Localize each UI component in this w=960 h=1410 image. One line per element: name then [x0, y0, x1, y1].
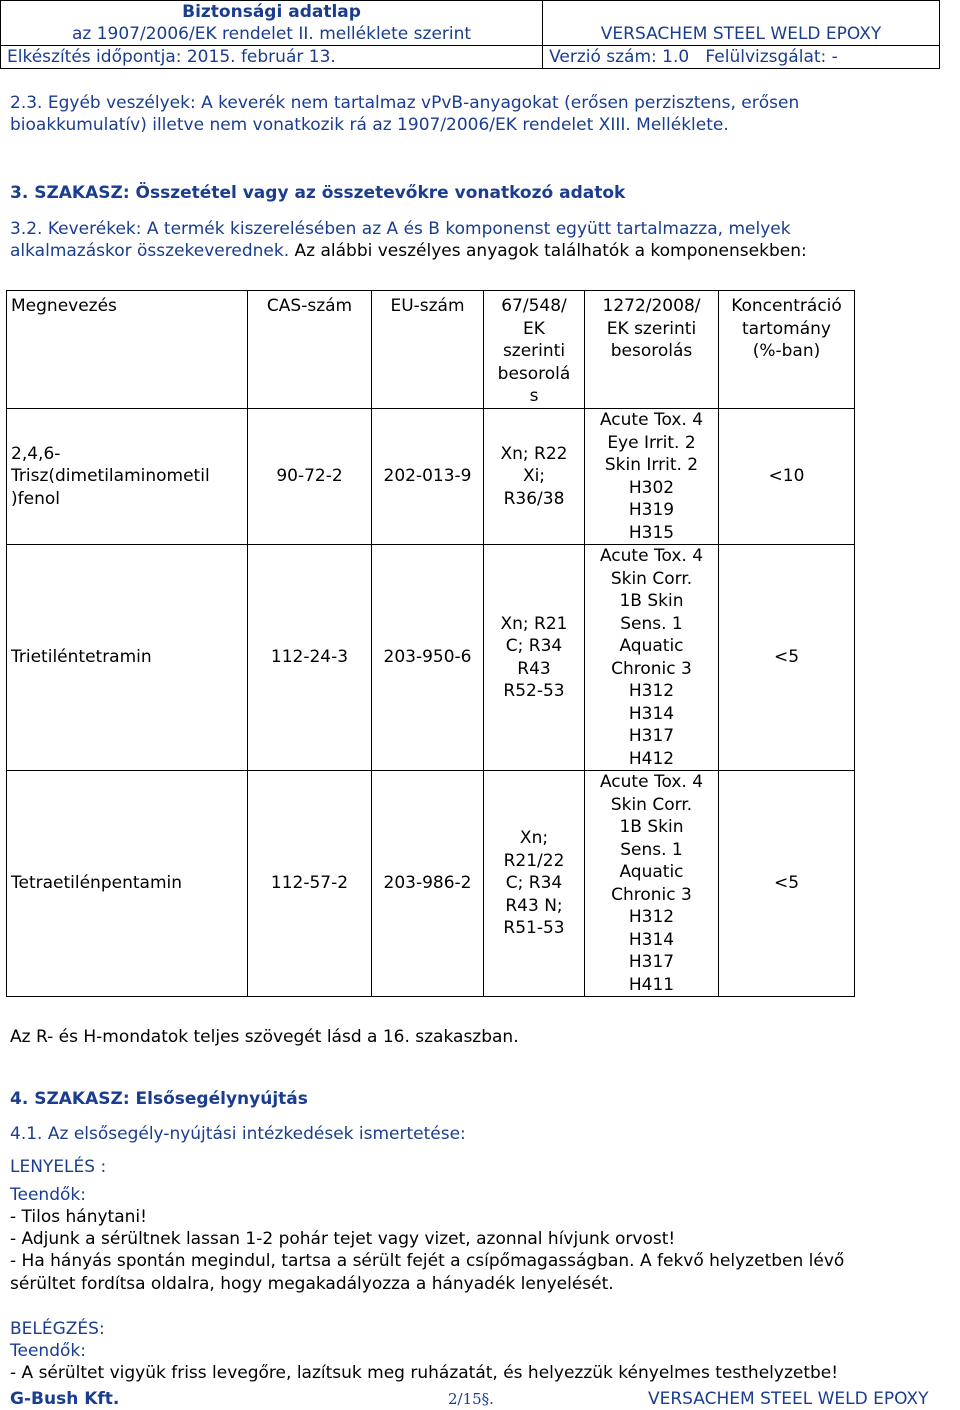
table-row [7, 545, 855, 771]
clp-line: Aquatic [619, 862, 684, 882]
cell-name [7, 409, 248, 545]
name-line: 2,4,6- [11, 443, 61, 464]
section-4-title: 4. SZAKASZ: Elsősegélynyújtás [10, 1089, 308, 1109]
name-line: )fenol [11, 488, 60, 509]
composition-table [6, 290, 855, 997]
clp-line: H411 [628, 974, 675, 995]
header-eu: EU-szám [372, 291, 484, 409]
ek-line: Xi; [522, 466, 546, 487]
prepared-date: Elkészítés időpontja: 2015. február 13. [1, 46, 543, 69]
header-clp [585, 291, 719, 409]
name-line: Trisz(dimetilaminometil [11, 466, 210, 487]
ek-line: R43 N; [505, 895, 563, 916]
cell-clp [585, 409, 719, 545]
clp-line: H317 [628, 726, 675, 746]
ek-line: R36/38 [503, 488, 565, 509]
header-clp-line: EK szerinti [606, 318, 697, 339]
clp-line: Chronic 3 [611, 658, 692, 679]
clp-line: H312 [628, 907, 675, 927]
footer-page-number: 2/15§. [448, 1390, 494, 1408]
cell-eu: 203-950-6 [372, 545, 484, 771]
clp-line: H312 [628, 681, 675, 701]
clp-line: H314 [628, 703, 675, 724]
ek-line: R52-53 [503, 681, 565, 701]
header-ek-line: szerinti [502, 341, 566, 361]
document-header [0, 0, 940, 69]
header-ek-line: EK [523, 318, 545, 339]
todo-label: Teendők: [10, 1341, 86, 1361]
clp-line: Acute Tox. 4 [599, 546, 704, 566]
clp-line: H412 [628, 748, 675, 769]
product-name-cell [543, 1, 940, 46]
inhalation-label: BELÉGZÉS: [10, 1319, 105, 1339]
cell-eu: 203-986-2 [372, 771, 484, 997]
product-name: VERSACHEM STEEL WELD EPOXY [600, 24, 882, 44]
table-row [7, 409, 855, 545]
header-ek-line: 67/548/ [501, 296, 567, 316]
section-2-3 [10, 92, 940, 136]
header-clp-line: 1272/2008/ [602, 296, 701, 316]
cell-concentration: <10 [719, 409, 855, 545]
ek-line: Xn; R22 [500, 443, 568, 464]
clp-line: Acute Tox. 4 [599, 410, 704, 430]
section-3-2-line2b: Az alábbi veszélyes anyagok találhatók a komponensekben: [294, 241, 807, 261]
revision: Felülvizsgálat: - [705, 47, 838, 67]
ingestion-line: - Tilos hánytani! [10, 1207, 147, 1227]
cell-name: Trietiléntetramin [7, 545, 248, 771]
ingestion-line: - Ha hányás spontán megindul, tartsa a sérült fejét a csípőmagasságban. A fekvő helyzetben lévő [10, 1251, 845, 1271]
table-row [7, 771, 855, 997]
cell-ek [484, 409, 585, 545]
section-3-2 [10, 218, 940, 262]
section-4-1-text: Az elsősegély-nyújtási intézkedések ismertetése: [47, 1124, 466, 1144]
cell-cas: 112-24-3 [248, 545, 372, 771]
cell-ek [484, 771, 585, 997]
clp-line: Aquatic [619, 636, 684, 656]
clp-line: H317 [628, 952, 675, 972]
ek-line: R21/22 [503, 850, 565, 871]
header-concentration [719, 291, 855, 409]
cell-name: Tetraetilénpentamin [7, 771, 248, 997]
clp-line: Acute Tox. 4 [599, 772, 704, 792]
clp-line: Sens. 1 [620, 839, 683, 860]
clp-line: Skin Corr. [610, 568, 693, 589]
cell-ek [484, 545, 585, 771]
section-2-3-line2: bioakkumulatív) illetve nem vonatkozik rá az 1907/2006/EK rendelet XIII. Melléklete. [10, 115, 729, 135]
section-3-2-number: 3.2. [10, 219, 43, 239]
table-header-row [7, 291, 855, 409]
ek-line: C; R34 [505, 873, 563, 894]
clp-line: H315 [628, 522, 675, 543]
doc-title: Biztonsági adatlap [182, 2, 361, 22]
header-name: Megnevezés [7, 291, 248, 409]
cell-clp [585, 771, 719, 997]
section-4-1-number: 4.1. [10, 1124, 43, 1144]
clp-line: Sens. 1 [620, 613, 683, 634]
section-2-3-number: 2.3. [10, 93, 43, 113]
clp-line: Skin Irrit. 2 [604, 455, 699, 475]
r-h-note: Az R- és H-mondatok teljes szövegét lásd a 16. szakaszban. [10, 1027, 519, 1047]
ek-line: Xn; R21 [500, 613, 568, 634]
doc-regulation: az 1907/2006/EK rendelet II. melléklete szerint [71, 24, 472, 44]
header-conc-line: (%-ban) [752, 341, 821, 361]
header-ek-line: s [529, 386, 539, 406]
clp-line: H314 [628, 929, 675, 950]
header-ek [484, 291, 585, 409]
header-cas: CAS-szám [248, 291, 372, 409]
header-clp-line: besorolás [610, 341, 693, 361]
cell-concentration: <5 [719, 771, 855, 997]
clp-line: H319 [628, 500, 675, 520]
ingestion-label: LENYELÉS : [10, 1157, 107, 1177]
clp-line: Chronic 3 [611, 884, 692, 905]
ek-line: Xn; [519, 828, 549, 849]
ingestion-line: sérültet fordítsa oldalra, hogy megakadályozza a hányadék lenyelését. [10, 1274, 614, 1294]
ek-line: R43 [517, 658, 551, 679]
cell-eu: 202-013-9 [372, 409, 484, 545]
section-3-2-line1: Keverékek: A termék kiszerelésében az A és B komponenst együtt tartalmazza, melyek [47, 219, 791, 239]
cell-clp [585, 545, 719, 771]
inhalation-line: - A sérültet vigyük friss levegőre, lazítsuk meg ruházatát, és helyezzük kényelmes testhelyzetbe! [10, 1363, 839, 1383]
ingestion-line: - Adjunk a sérültnek lassan 1-2 pohár tejet vagy vizet, azonnal hívjunk orvost! [10, 1229, 676, 1249]
clp-line: Eye Irrit. 2 [607, 432, 696, 453]
clp-line: Skin Corr. [610, 794, 693, 815]
header-conc-line: tartomány [742, 318, 831, 339]
clp-line: 1B Skin [619, 817, 684, 837]
todo-label: Teendők: [10, 1185, 86, 1205]
section-4-1 [10, 1123, 940, 1145]
version-number: Verzió szám: 1.0 [549, 47, 690, 67]
footer-company: G-Bush Kft. [10, 1389, 120, 1409]
ek-line: R51-53 [503, 918, 565, 939]
version-cell [543, 46, 940, 69]
section-3-title: 3. SZAKASZ: Összetétel vagy az összetevőkre vonatkozó adatok [10, 183, 626, 203]
ek-line: C; R34 [505, 636, 563, 656]
cell-cas: 112-57-2 [248, 771, 372, 997]
header-conc-line: Koncentráció [731, 296, 842, 316]
header-ek-line: besorolá [497, 363, 571, 384]
cell-concentration: <5 [719, 545, 855, 771]
cell-cas: 90-72-2 [248, 409, 372, 545]
section-3-2-line2a: alkalmazáskor összekeverednek. [10, 241, 290, 261]
section-2-3-line1: Egyéb veszélyek: A keverék nem tartalmaz vPvB-anyagokat (erősen perzisztens, erősen [47, 93, 800, 113]
doc-title-cell [1, 1, 543, 46]
clp-line: 1B Skin [619, 591, 684, 611]
footer-product: VERSACHEM STEEL WELD EPOXY [648, 1389, 929, 1409]
clp-line: H302 [628, 477, 675, 498]
